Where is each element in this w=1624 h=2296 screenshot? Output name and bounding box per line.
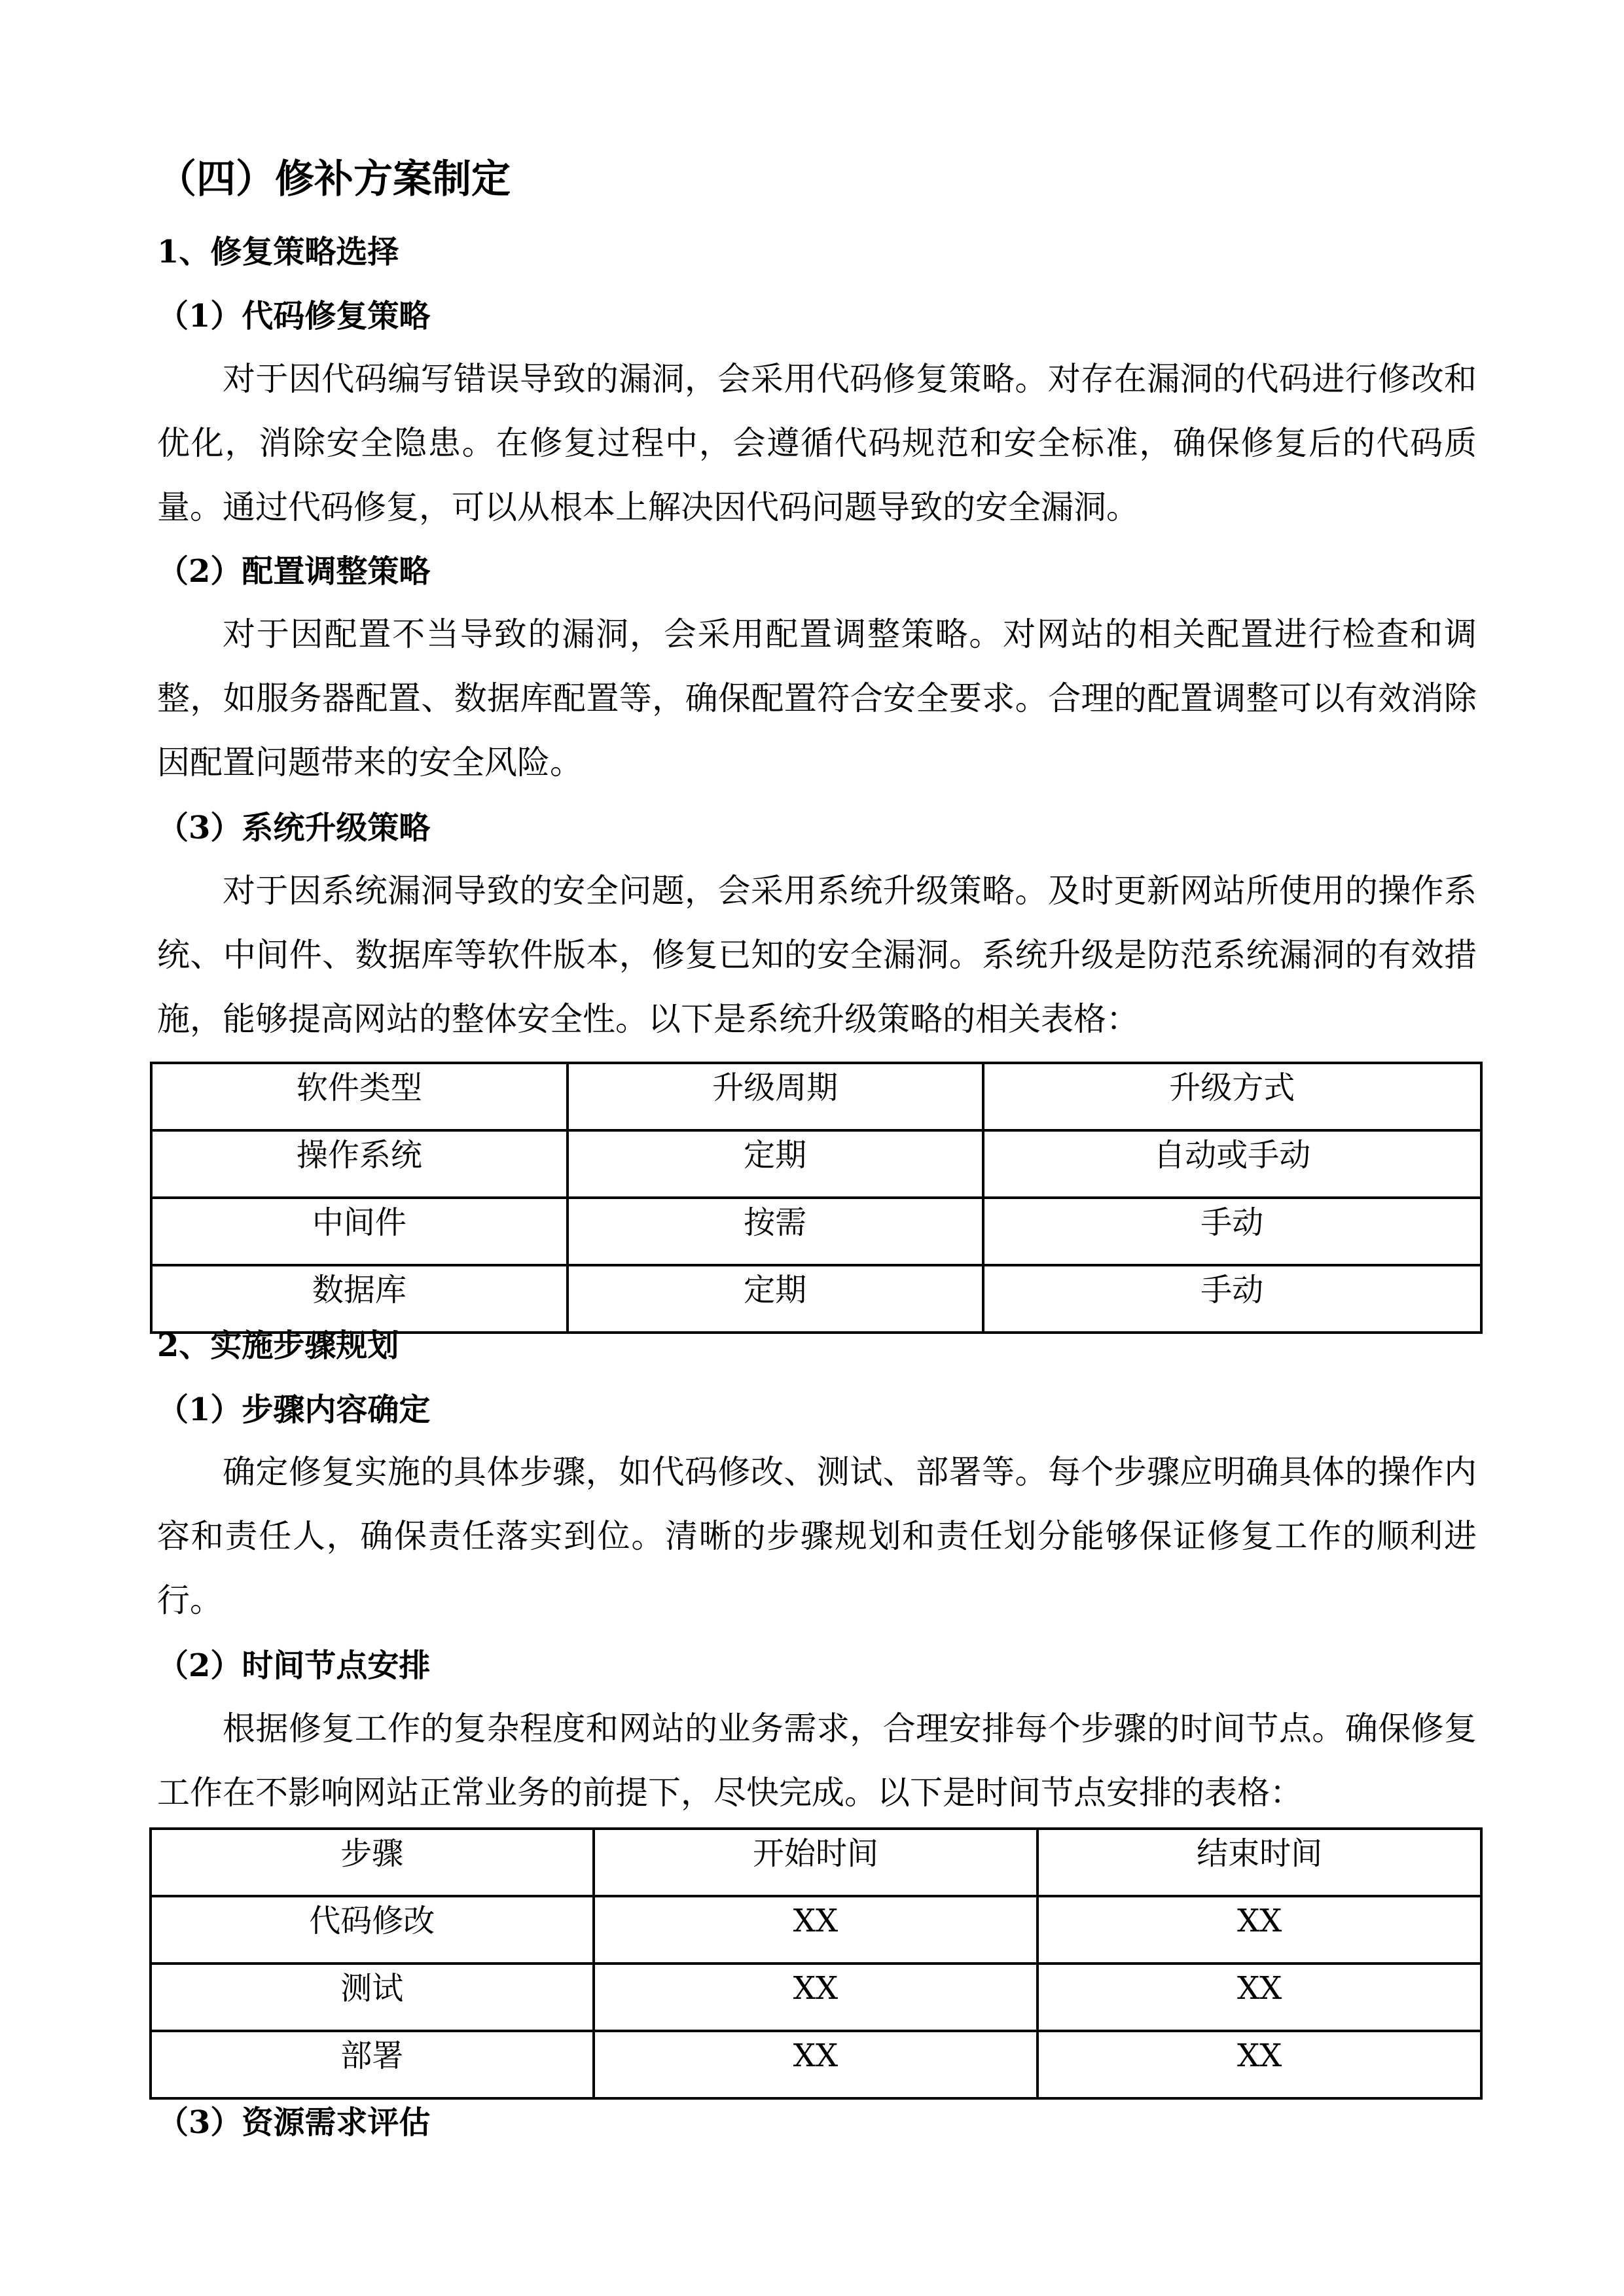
table-row	[151, 2031, 1481, 2098]
table-cell: 部署	[151, 2031, 594, 2098]
table-header-cell: 软件类型	[151, 1063, 568, 1130]
paragraph: 对于因系统漏洞导致的安全问题，会采用系统升级策略。及时更新网站所使用的操作系统、中间件、数据库等软件版本，修复已知的安全漏洞。系统升级是防范系统漏洞的有效措施，能够提高网站的整体安全性。以下是系统升级策略的相关表格：	[157, 872, 1477, 1038]
table-row	[151, 1964, 1481, 2031]
table-header-cell: 结束时间	[1038, 1829, 1481, 1896]
subsection-heading: （3）系统升级策略	[157, 810, 431, 846]
paragraph: 对于因配置不当导致的漏洞，会采用配置调整策略。对网站的相关配置进行检查和调整，如服务器配置、数据库配置等，确保配置符合安全要求。合理的配置调整可以有效消除因配置问题带来的安全风险。	[157, 615, 1477, 781]
table-cell: 定期	[568, 1265, 983, 1333]
table-header-cell: 开始时间	[594, 1829, 1038, 1896]
page-title: （四）修补方案制定	[157, 156, 511, 202]
table-cell: 自动或手动	[983, 1130, 1482, 1198]
paragraph: 确定修复实施的具体步骤，如代码修改、测试、部署等。每个步骤应明确具体的操作内容和责任人，确保责任落实到位。清晰的步骤规划和责任划分能够保证修复工作的顺利进行。	[157, 1453, 1477, 1619]
table-cell: 中间件	[151, 1198, 568, 1265]
table-cell: 操作系统	[151, 1130, 568, 1198]
table-cell: XX	[1038, 1964, 1481, 2031]
section-heading: 1、修复策略选择	[157, 234, 399, 270]
table-header-row	[151, 1829, 1481, 1896]
table-cell: XX	[594, 2031, 1038, 2098]
table-cell: 测试	[151, 1964, 594, 2031]
table-header-row	[151, 1063, 1481, 1130]
subsection-heading: （2）时间节点安排	[157, 1647, 431, 1684]
table-cell: 手动	[983, 1198, 1482, 1265]
subsection-heading: （3）资源需求评估	[157, 2104, 431, 2141]
subsection-heading: （1）步骤内容确定	[157, 1391, 431, 1428]
table-cell: 定期	[568, 1130, 983, 1198]
paragraph: 对于因代码编写错误导致的漏洞，会采用代码修复策略。对存在漏洞的代码进行修改和优化，消除安全隐患。在修复过程中，会遵循代码规范和安全标准，确保修复后的代码质量。通过代码修复，可以从根本上解决因代码问题导致的安全漏洞。	[157, 360, 1477, 526]
table-cell: 数据库	[151, 1265, 568, 1333]
section-heading: 2、实施步骤规划	[157, 1327, 399, 1364]
subsection-heading: （2）配置调整策略	[157, 553, 431, 590]
upgrade-strategy-table	[150, 1062, 1483, 1334]
table-cell: 手动	[983, 1265, 1482, 1333]
table-cell: XX	[594, 1964, 1038, 2031]
subsection-heading: （1）代码修复策略	[157, 298, 431, 334]
paragraph: 根据修复工作的复杂程度和网站的业务需求，合理安排每个步骤的时间节点。确保修复工作在不影响网站正常业务的前提下，尽快完成。以下是时间节点安排的表格：	[157, 1710, 1477, 1812]
table-cell: XX	[1038, 1896, 1481, 1964]
table-cell: 代码修改	[151, 1896, 594, 1964]
table-header-cell: 步骤	[151, 1829, 594, 1896]
table-cell: XX	[594, 1896, 1038, 1964]
table-cell: XX	[1038, 2031, 1481, 2098]
timeline-table	[149, 1827, 1483, 2100]
table-row	[151, 1130, 1481, 1198]
table-header-cell: 升级方式	[983, 1063, 1482, 1130]
table-cell: 按需	[568, 1198, 983, 1265]
table-row	[151, 1896, 1481, 1964]
table-row	[151, 1198, 1481, 1265]
table-row	[151, 1265, 1481, 1333]
table-header-cell: 升级周期	[568, 1063, 983, 1130]
